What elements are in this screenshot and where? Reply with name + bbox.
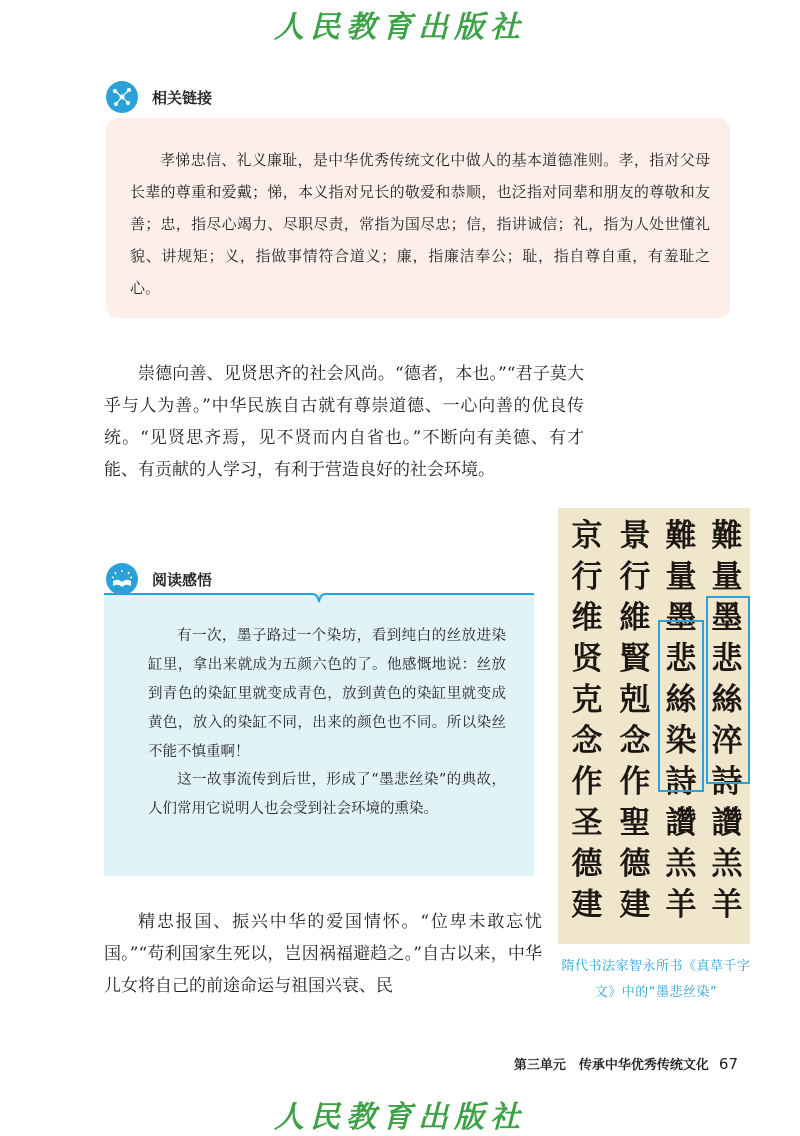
calligraphy-image	[558, 508, 750, 944]
publisher-logo-bottom: 人民教育出版社	[274, 1100, 526, 1135]
related-link-text: 孝悌忠信、礼义廉耻，是中华优秀传统文化中做人的基本道德准则。孝，指对父母长辈的尊重和爱戴；悌，本义指对兄长的敬爱和恭顺，也泛指对同辈和朋友的尊敬和友善；忠，指尽心竭力、尽职尽责，常指为国尽忠；信，指讲诚信；礼，指为人处世懂礼貌、讲规矩；义，指做事情符合道义；廉，指廉洁奉公；耻，指自尊自重，有羞耻之心。	[130, 151, 710, 297]
calligraphy-column-1: 難量墨悲絲淬詩讚羔羊	[711, 518, 743, 923]
calligraphy-column-3: 景行維賢剋念作聖德建	[619, 518, 651, 923]
related-link-box	[106, 118, 730, 318]
calligraphy-column-2: 難量墨悲絲染詩讚羔羊	[665, 518, 697, 923]
network-icon	[106, 81, 138, 113]
publisher-logo-top: 人民教育出版社	[274, 10, 526, 45]
page-footer	[400, 1054, 738, 1073]
reading-box	[104, 594, 534, 876]
reading-box-border	[104, 592, 534, 604]
body-paragraph-1: 崇德向善、见贤思齐的社会风尚。“德者，本也。”“君子莫大乎与人为善。”中华民族自古就有尊崇道德、一心向善的优良传统。“见贤思齐焉，见不贤而内自省也。”不断向有美德、有才能、有贡献的人学习，有利于营造良好的社会环境。	[104, 364, 584, 480]
highlight-box-1	[706, 596, 750, 784]
reading-header	[106, 564, 212, 594]
highlight-box-2	[658, 620, 704, 792]
reading-paragraph-1: 有一次，墨子路过一个染坊，看到纯白的丝放进染缸里，拿出来就成为五颜六色的了。他感慨地说：丝放到青色的染缸里就变成青色，放到黄色的染缸里就变成黄色，放入的染缸不同，出来的颜色也不同。所以染丝不能不慎重啊！	[148, 628, 506, 760]
calligraphy-column-4: 京行维贤克念作圣德建	[571, 518, 603, 923]
open-book-icon	[106, 563, 138, 595]
calligraphy-caption: 隋代书法家智永所书《真草千字文》中的“墨悲丝染”	[561, 959, 751, 1000]
related-link-header	[106, 82, 212, 112]
footer-unit-title: 第三单元 传承中华优秀传统文化	[513, 1058, 709, 1073]
body-paragraph-2: 精忠报国、振兴中华的爱国情怀。“位卑未敢忘忧国。”“苟利国家生死以，岂因祸福避趋之。”自古以来，中华儿女将自己的前途命运与祖国兴衰、民	[104, 912, 542, 996]
page-number: 67	[718, 1055, 738, 1073]
related-link-title: 相关链接	[152, 88, 213, 107]
reading-title: 阅读感悟	[152, 570, 213, 589]
reading-paragraph-2: 这一故事流传到后世，形成了“墨悲丝染”的典故，人们常用它说明人也会受到社会环境的熏染。	[148, 772, 506, 817]
